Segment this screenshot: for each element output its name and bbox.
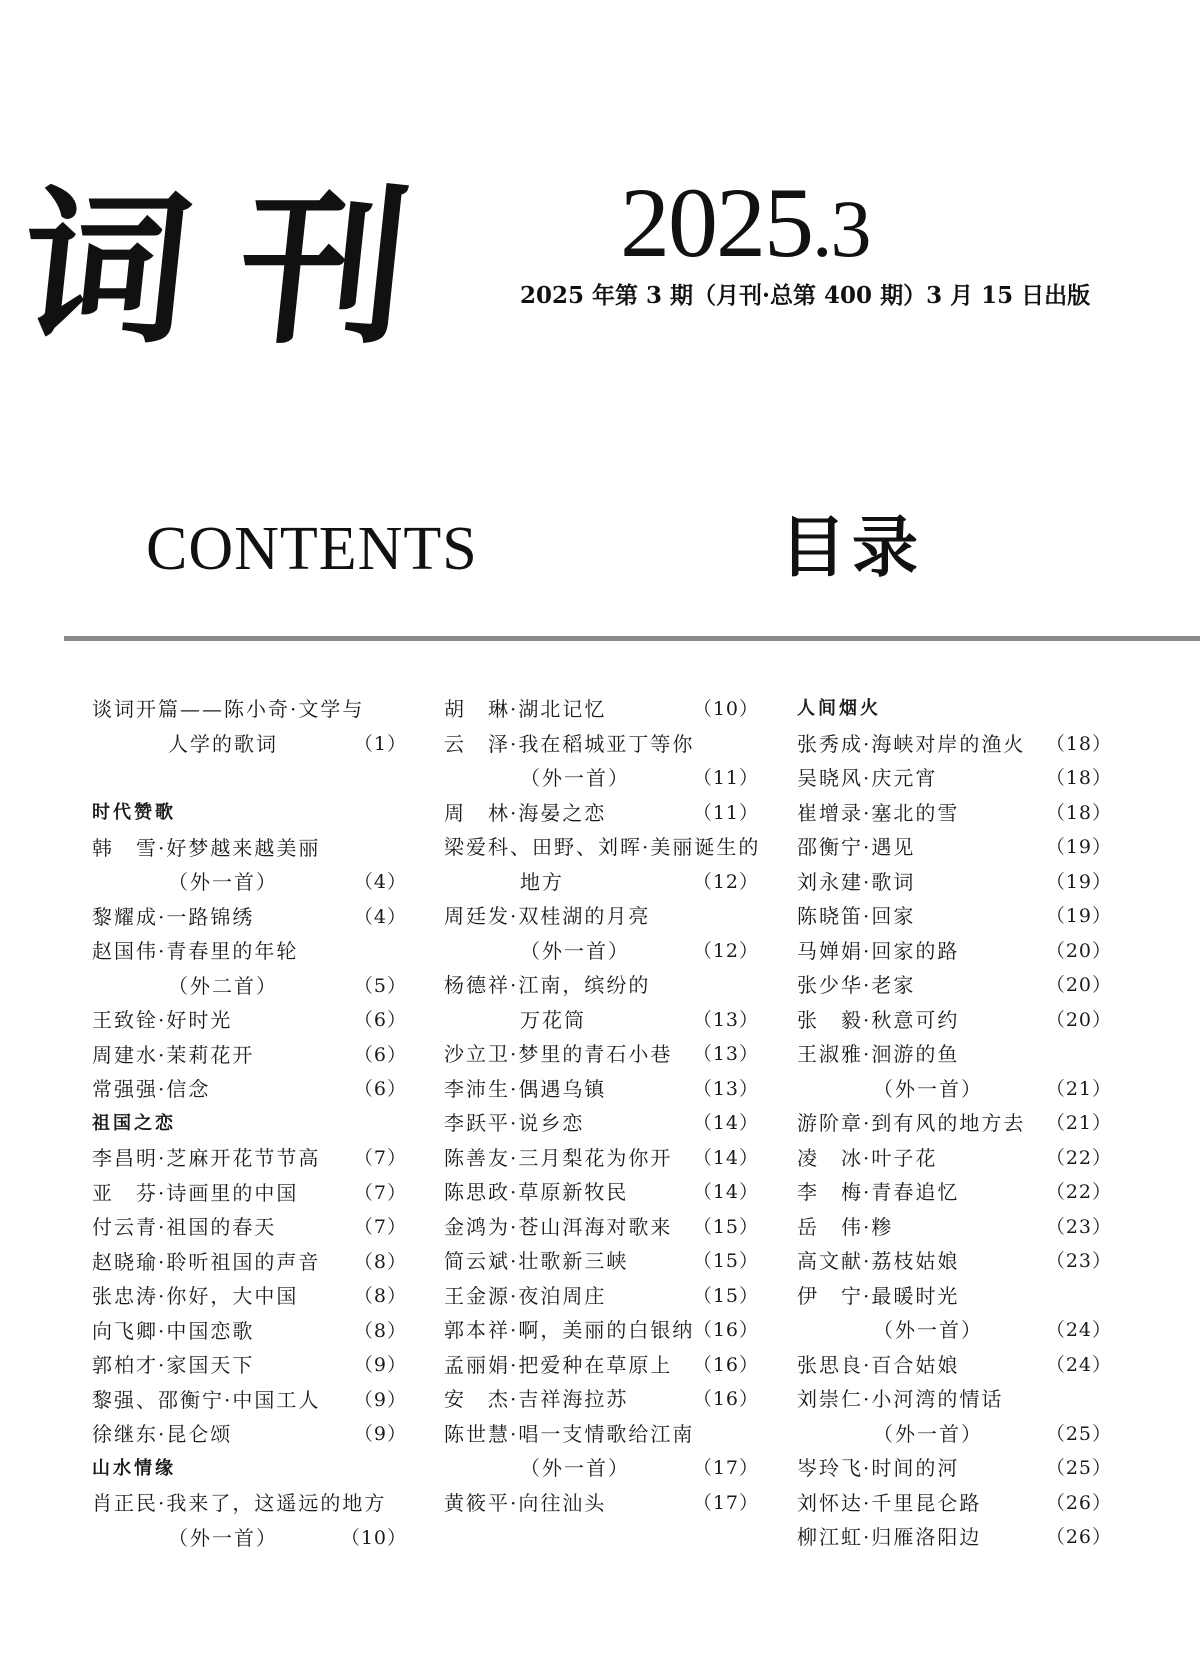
toc-entry-page: （20） [1045, 974, 1112, 996]
toc-entry-title: 向飞卿·中国恋歌 [92, 1318, 255, 1343]
toc-entry [444, 1175, 759, 1210]
toc-entry-page: （21） [1045, 1077, 1112, 1100]
section-heading: 时代赞歌 [92, 802, 176, 823]
toc-entry-page: （22） [1045, 1181, 1112, 1203]
toc-entry [797, 1382, 1112, 1417]
toc-entry [92, 1141, 407, 1176]
toc-entry [797, 1003, 1112, 1038]
section-heading: 祖国之恋 [92, 1112, 176, 1134]
toc-entry [444, 692, 759, 727]
toc-entry-title: 陈晓笛·回家 [797, 904, 916, 928]
toc-entry-page: （23） [1045, 1250, 1112, 1272]
toc-entry-continuation [797, 1417, 1112, 1452]
toc-entry [797, 899, 1112, 934]
toc-entry [444, 899, 759, 934]
toc-entry [92, 1383, 407, 1418]
toc-entry-page: （4） [353, 871, 407, 893]
contents-heading-zh: 目录 [780, 509, 924, 586]
toc-entry-title: 张秀成·海峡对岸的渔火 [797, 731, 1026, 756]
toc-entry-title: 郭本祥·啊，美丽的白银纳 [444, 1318, 695, 1342]
toc-entry-title: 万花筒 [520, 1007, 586, 1032]
toc-entry [92, 1176, 407, 1211]
toc-entry-title: 张忠涛·你好，大中国 [92, 1284, 299, 1308]
spacer [92, 761, 407, 796]
toc-entry [444, 1348, 759, 1383]
issue-info: 2025 年第 3 期（月刊·总第 400 期）3 月 15 日出版 [520, 282, 1091, 309]
toc-entry-continuation [797, 1072, 1112, 1107]
toc-entry-title: 孟丽娟·把爱种在草原上 [444, 1352, 673, 1377]
toc-entry-continuation [797, 1313, 1112, 1348]
toc-entry [797, 1486, 1112, 1521]
toc-entry-title: 刘永建·歌词 [797, 869, 916, 894]
toc-entry-page: （1） [353, 732, 407, 755]
toc-entry [92, 1417, 407, 1452]
toc-entry-page: （18） [1045, 801, 1112, 824]
toc-entry [444, 1279, 759, 1314]
toc-entry [797, 968, 1112, 1003]
toc-entry-title: 李沛生·偶遇乌镇 [444, 1076, 607, 1101]
toc-entry-page: （8） [353, 1319, 407, 1342]
magazine-logo [11, 171, 432, 367]
logo-char-1: 词 [11, 171, 195, 367]
toc-entry-title: （外一首） [520, 766, 630, 790]
toc-entry [444, 968, 759, 1003]
toc-entry-page: （15） [692, 1250, 759, 1272]
toc-entry-continuation [444, 934, 759, 969]
toc-entry-page: （20） [1045, 939, 1112, 962]
toc-entry-continuation [92, 969, 407, 1004]
toc-entry-title: 杨德祥·江南，缤纷的 [444, 973, 651, 997]
toc-entry-title: 张思良·百合姑娘 [797, 1352, 960, 1377]
toc-entry-title: 黄筱平·向往汕头 [444, 1490, 607, 1515]
toc-entry-title: 高文献·荔枝姑娘 [797, 1249, 960, 1273]
issue-month: .3 [812, 183, 870, 274]
toc-entry [92, 831, 407, 866]
toc-entry [92, 1038, 407, 1073]
toc-entry-page: （15） [692, 1284, 759, 1307]
toc-entry-continuation [444, 865, 759, 900]
toc-column-1 [92, 692, 407, 1555]
toc-entry [92, 1486, 407, 1521]
toc-entry-title: 陈善友·三月梨花为你开 [444, 1145, 673, 1170]
toc-entry-title: 李昌明·芝麻开花节节高 [92, 1146, 321, 1170]
toc-entry-page: （26） [1045, 1491, 1112, 1514]
toc-entry-page: （7） [353, 1147, 407, 1169]
toc-entry-title: 张少华·老家 [797, 973, 916, 997]
toc-entry-continuation [92, 1521, 407, 1556]
toc-entry-title: 徐继东·昆仑颂 [92, 1422, 233, 1446]
toc-entry-title: 云 泽·我在稻城亚丁等你 [444, 731, 695, 756]
toc-entry-page: （14） [692, 1146, 759, 1169]
toc-entry-title: 周建水·茉莉花开 [92, 1042, 255, 1067]
toc-entry-page: （10） [340, 1526, 407, 1549]
toc-entry [444, 727, 759, 762]
toc-entry [797, 761, 1112, 796]
toc-entry-title: 赵晓瑜·聆听祖国的声音 [92, 1249, 321, 1274]
toc-entry [797, 830, 1112, 865]
toc-entry-title: 游阶章·到有风的地方去 [797, 1111, 1026, 1135]
toc-entry-title: 黎强、邵衡宁·中国工人 [92, 1387, 321, 1412]
toc-entry-title: 郭柏才·家国天下 [92, 1353, 255, 1377]
toc-entry-continuation [92, 865, 407, 900]
issue-year: 2025 [620, 167, 812, 278]
toc-entry-title: 黎耀成·一路锦绣 [92, 904, 255, 929]
toc-entry [797, 1037, 1112, 1072]
toc-entry-title: （外一首） [520, 938, 630, 963]
toc-entry [444, 830, 759, 865]
toc-entry-page: （26） [1045, 1526, 1112, 1548]
toc-entry-title: 常强强·信念 [92, 1077, 211, 1101]
toc-column-2 [444, 692, 759, 1520]
toc-entry-page: （17） [692, 1491, 759, 1514]
toc-entry [444, 1486, 759, 1521]
toc-entry-page: （12） [692, 870, 759, 893]
toc-entry-title: 胡 琳·湖北记忆 [444, 697, 607, 721]
toc-entry-title: 王淑雅·洄游的鱼 [797, 1042, 960, 1066]
toc-entry-title: 付云青·祖国的春天 [92, 1215, 277, 1239]
toc-entry-page: （13） [692, 1043, 759, 1065]
toc-entry-page: （22） [1045, 1146, 1112, 1169]
toc-entry-title: 李 梅·青春追忆 [797, 1180, 960, 1204]
toc-entry [797, 934, 1112, 969]
toc-entry-title: 地方 [520, 869, 564, 894]
toc-entry-page: （19） [1045, 836, 1112, 858]
toc-entry [444, 1417, 759, 1452]
toc-entry-title: 韩 雪·好梦越来越美丽 [92, 835, 321, 860]
toc-entry-page: （18） [1045, 732, 1112, 755]
toc-entry [92, 1279, 407, 1314]
toc-entry-title: 亚 芬·诗画里的中国 [92, 1180, 299, 1205]
toc-entry-title: 岳 伟·糁 [797, 1214, 894, 1239]
toc-entry [444, 1244, 759, 1279]
toc-entry-title: 凌 冰·叶子花 [797, 1145, 938, 1170]
toc-entry [92, 1348, 407, 1383]
toc-entry [92, 1314, 407, 1349]
toc-entry-page: （5） [353, 974, 407, 997]
toc-entry-title: 赵国伟·青春里的年轮 [92, 939, 299, 963]
toc-entry-continuation [92, 727, 407, 762]
toc-entry-title: 邵衡宁·遇见 [797, 835, 916, 859]
toc-entry-title: 陈世慧·唱一支情歌给江南 [444, 1421, 695, 1446]
toc-entry-page: （7） [353, 1181, 407, 1204]
toc-entry-title: 简云斌·壮歌新三峡 [444, 1249, 629, 1273]
toc-entry-page: （25） [1045, 1422, 1112, 1445]
toc-entry [797, 1244, 1112, 1279]
section-heading: 山水情缘 [92, 1457, 176, 1479]
toc-entry-page: （25） [1045, 1457, 1112, 1479]
toc-entry-title: 吴晓风·庆元宵 [797, 766, 938, 790]
section-heading: 人间烟火 [797, 698, 881, 719]
toc-entry-title: （外一首） [168, 870, 278, 894]
toc-entry-title: 陈思政·草原新牧民 [444, 1180, 629, 1204]
toc-entry-continuation [444, 1451, 759, 1486]
toc-entry-title: （外一首） [873, 1421, 983, 1446]
toc-entry [92, 934, 407, 969]
toc-entry-page: （14） [692, 1112, 759, 1134]
toc-entry [797, 865, 1112, 900]
toc-entry [444, 1141, 759, 1176]
issue-number [620, 168, 870, 284]
toc-entry-title: 沙立卫·梦里的青石小巷 [444, 1042, 673, 1066]
toc-entry-page: （11） [692, 801, 759, 824]
toc-entry-page: （17） [692, 1457, 759, 1479]
toc-entry-continuation [444, 761, 759, 796]
toc-entry [92, 900, 407, 935]
toc-entry-page: （13） [692, 1008, 759, 1031]
toc-entry-title: 刘怀达·千里昆仑路 [797, 1490, 982, 1515]
toc-entry-page: （8） [353, 1285, 407, 1307]
toc-entry-title: 梁爱科、田野、刘晖·美丽诞生的 [444, 835, 761, 859]
toc-entry-title: （外二首） [168, 973, 278, 998]
toc-entry-page: （13） [692, 1077, 759, 1100]
toc-entry-title: 周廷发·双桂湖的月亮 [444, 904, 651, 928]
toc-entry [92, 1072, 407, 1107]
toc-entry-page: （14） [692, 1181, 759, 1203]
toc-entry-page: （19） [1045, 905, 1112, 927]
toc-entry [444, 1106, 759, 1141]
toc-entry [797, 1451, 1112, 1486]
toc-entry-page: （16） [692, 1319, 759, 1341]
toc-entry-page: （24） [1045, 1319, 1112, 1341]
toc-entry-title: 王金源·夜泊周庄 [444, 1283, 607, 1308]
toc-entry-page: （8） [353, 1250, 407, 1273]
toc-entry-title: （外一首） [873, 1076, 983, 1101]
toc-entry-page: （24） [1045, 1353, 1112, 1376]
toc-entry [444, 796, 759, 831]
toc-entry-title: 金鸿为·苍山洱海对歌来 [444, 1214, 673, 1239]
toc-entry [444, 1072, 759, 1107]
contents-heading-en: CONTENTS [146, 515, 478, 583]
toc-column-3 [797, 692, 1112, 1555]
toc-entry-page: （12） [692, 939, 759, 962]
toc-entry-page: （6） [353, 1009, 407, 1031]
toc-entry-title: 周 林·海晏之恋 [444, 800, 607, 825]
toc-entry-page: （6） [353, 1078, 407, 1100]
toc-entry [92, 1003, 407, 1038]
toc-entry-title: （外一首） [520, 1456, 630, 1480]
toc-entry [444, 1382, 759, 1417]
toc-entry-page: （16） [692, 1353, 759, 1376]
toc-entry [797, 1279, 1112, 1314]
toc-entry-page: （20） [1045, 1008, 1112, 1031]
toc-entry [444, 1313, 759, 1348]
toc-entry-page: （4） [353, 905, 407, 928]
toc-entry [797, 1210, 1112, 1245]
toc-entry [444, 1210, 759, 1245]
toc-entry-title: 张 毅·秋意可约 [797, 1007, 960, 1032]
toc-entry-page: （21） [1045, 1112, 1112, 1134]
toc-entry-title: 安 杰·吉祥海拉苏 [444, 1387, 629, 1411]
toc-entry [797, 1106, 1112, 1141]
toc-entry [797, 796, 1112, 831]
toc-entry-page: （23） [1045, 1215, 1112, 1238]
toc-entry [797, 1175, 1112, 1210]
logo-char-2: 刊 [229, 171, 413, 367]
toc-entry-page: （6） [353, 1043, 407, 1066]
toc-entry-title: 崔增录·塞北的雪 [797, 800, 960, 825]
toc-entry-title: 王致铨·好时光 [92, 1008, 233, 1032]
toc-entry [797, 1520, 1112, 1555]
toc-entry-page: （10） [692, 698, 759, 720]
toc-entry-page: （15） [692, 1215, 759, 1238]
toc-entry [92, 1210, 407, 1245]
toc-entry-title: 柳江虹·归雁洛阳边 [797, 1525, 982, 1549]
toc-entry [444, 1037, 759, 1072]
toc-entry-title: 伊 宁·最暖时光 [797, 1283, 960, 1308]
toc-entry-page: （11） [692, 767, 759, 789]
toc-entry-title: 马婵娟·回家的路 [797, 938, 960, 963]
toc-entry-title: 肖正民·我来了，这遥远的地方 [92, 1491, 387, 1515]
toc-entry-title: （外一首） [873, 1318, 983, 1342]
toc-entry-title: 李跃平·说乡恋 [444, 1111, 585, 1135]
toc-entry [797, 1348, 1112, 1383]
toc-entry-title: 谈词开篇——陈小奇·文学与 [92, 697, 365, 721]
toc-entry-page: （7） [353, 1216, 407, 1238]
divider [64, 636, 1200, 641]
toc-entry [92, 692, 407, 727]
toc-entry-title: （外一首） [168, 1525, 278, 1550]
toc-entry [797, 727, 1112, 762]
toc-entry-page: （9） [353, 1388, 407, 1411]
toc-entry-page: （9） [353, 1423, 407, 1445]
toc-entry-title: 刘崇仁·小河湾的情话 [797, 1387, 1004, 1411]
toc-entry [797, 1141, 1112, 1176]
toc-entry-page: （19） [1045, 870, 1112, 893]
toc-entry-page: （16） [692, 1388, 759, 1410]
toc-entry-title: 人学的歌词 [168, 731, 278, 756]
toc-entry [92, 1245, 407, 1280]
toc-entry-page: （18） [1045, 767, 1112, 789]
toc-entry-continuation [444, 1003, 759, 1038]
toc-entry-page: （9） [353, 1354, 407, 1376]
toc-entry-title: 岑玲飞·时间的河 [797, 1456, 960, 1480]
